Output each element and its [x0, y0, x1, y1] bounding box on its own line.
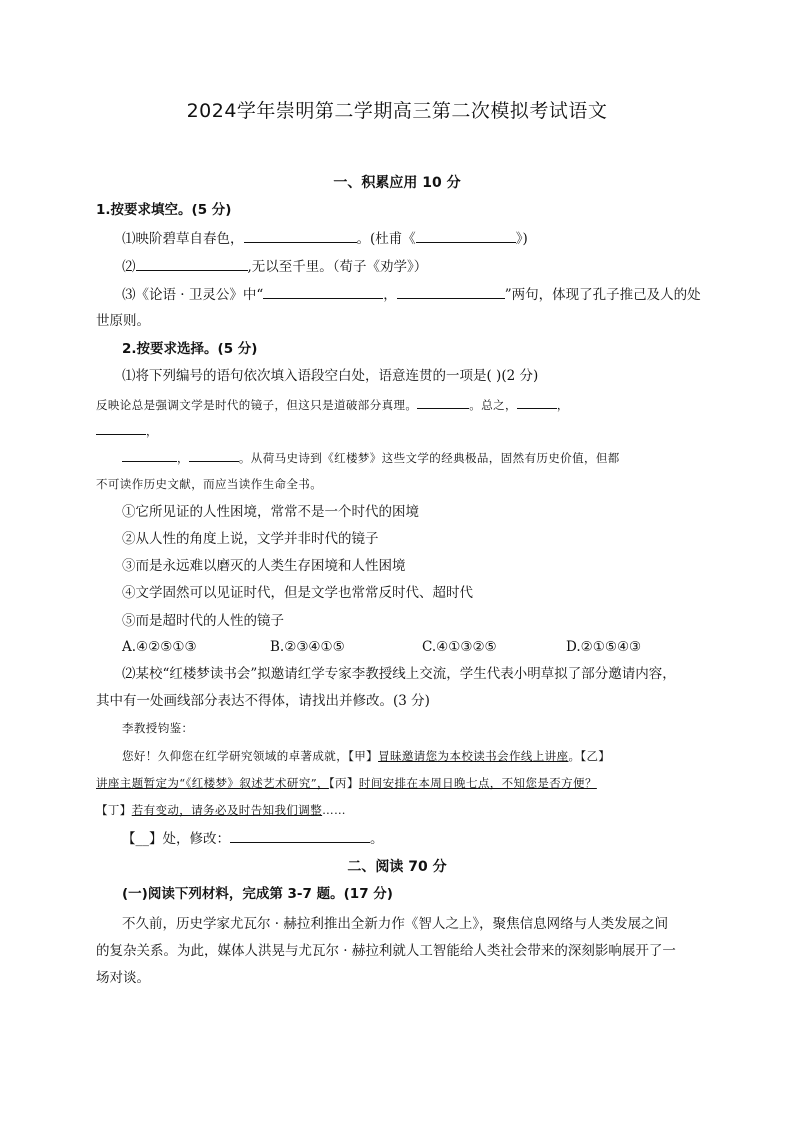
- text: ，: [177, 451, 189, 465]
- text: ，: [146, 424, 158, 438]
- text: 。(杜甫《: [356, 231, 416, 247]
- question-1-line-2: [122, 256, 732, 277]
- text: ⑵: [122, 259, 136, 275]
- passage-line-1b: [96, 420, 706, 441]
- question-2-sub-1: ⑴将下列编号的语句依次填入语段空白处，语意连贯的一项是( )(2 分): [122, 368, 539, 384]
- answer-options: [122, 637, 732, 657]
- underlined-text: 讲座主题暂定为“《红楼梦》叙述艺术研究”，: [96, 776, 329, 790]
- text: ⑶《论语 · 卫灵公》中“: [122, 287, 264, 303]
- fill-blank[interactable]: [96, 420, 146, 435]
- text: 【丙】: [328, 776, 359, 790]
- underlined-text: 冒昧邀请您为本校读书会作线上讲座: [378, 749, 569, 763]
- sentence-item-5: ⑤而是超时代的人性的镜子: [122, 613, 284, 629]
- fill-blank[interactable]: [416, 228, 516, 243]
- text: 【丁】: [96, 803, 132, 817]
- question-2-heading: 2.按要求选择。(5 分): [122, 341, 258, 357]
- section-heading-2: 二、阅读 70 分: [347, 859, 447, 875]
- fill-blank[interactable]: [244, 228, 357, 243]
- text: ，: [556, 398, 569, 412]
- text: ⑴映阶碧草自春色，: [122, 231, 244, 247]
- text: 。总之，: [469, 398, 517, 412]
- underlined-text: 时间安排在本周日晚七点，不知您是否方便？: [358, 776, 597, 790]
- text: 反映论总是强调文学是时代的镜子，但这只是道破部分真理。: [96, 398, 418, 412]
- reading-heading: (一)阅读下列材料，完成第 3-7 题。(17 分): [122, 886, 393, 902]
- letter-greeting: 李教授钧鉴：: [122, 721, 194, 735]
- question-2-sub-2: ⑵某校“红楼梦读书会”拟邀请红学专家李教授线上交流，学生代表小明草拟了部分邀请内容，: [122, 666, 676, 682]
- text: 。【乙】: [568, 749, 611, 763]
- option-d[interactable]: D.②①⑤④③: [566, 639, 642, 655]
- text: ，: [383, 287, 397, 303]
- reading-paragraph-line-2: 的复杂关系。为此，媒体人洪晃与尤瓦尔 · 赫拉利就人工智能给人类社会带来的深刻影响展开了一: [96, 943, 676, 959]
- fill-blank[interactable]: [397, 284, 505, 299]
- fill-blank[interactable]: [517, 394, 557, 409]
- question-1-line-3: [122, 284, 732, 305]
- letter-line-3: [96, 800, 706, 820]
- sentence-item-2: ②从人性的角度上说，文学并非时代的镜子: [122, 531, 379, 547]
- fill-blank[interactable]: [122, 447, 177, 462]
- option-c[interactable]: C.④①③②⑤: [422, 639, 497, 655]
- text: 您好！久仰您在红学研究领域的卓著成就，【甲】: [122, 749, 379, 763]
- question-1-line-1: [122, 228, 732, 249]
- question-1-heading: 1.按要求填空。(5 分): [96, 202, 232, 218]
- question-2-sub-2-cont: 其中有一处画线部分表达不得体，请找出并修改。(3 分): [96, 693, 430, 709]
- reading-paragraph-line-1: 不久前，历史学家尤瓦尔 · 赫拉利推出全新力作《智人之上》，聚焦信息网络与人类发展之间: [122, 916, 669, 932]
- fill-blank[interactable]: [230, 828, 370, 843]
- fill-blank[interactable]: [263, 284, 383, 299]
- section-heading-1: 一、积累应用 10 分: [333, 175, 461, 191]
- letter-line-2: [96, 773, 706, 793]
- text: ,无以至千里。（荀子《劝学》）: [247, 259, 428, 275]
- passage-line-2: [122, 447, 732, 468]
- fill-blank[interactable]: [136, 256, 248, 271]
- option-b[interactable]: B.②③④①⑤: [270, 639, 345, 655]
- underlined-text: 若有变动，请务必及时告知我们调整: [131, 803, 323, 817]
- fill-blank[interactable]: [417, 394, 469, 409]
- text: 。: [370, 831, 384, 847]
- text: 【__】处，修改：: [122, 831, 230, 847]
- passage-line-1: [96, 394, 706, 415]
- page-title: 2024学年崇明第二学期高三第二次模拟考试语文: [186, 100, 608, 122]
- fill-blank[interactable]: [189, 447, 239, 462]
- option-a[interactable]: A.④②⑤①③: [122, 639, 197, 655]
- question-1-line-3-cont: 世原则。: [96, 313, 150, 329]
- letter-line-1: [122, 746, 732, 766]
- passage-line-3: 不可读作历史文献，而应当读作生命全书。: [96, 477, 323, 491]
- sentence-item-3: ③而是永远难以磨灭的人类生存困境和人性困境: [122, 558, 406, 574]
- text: 。从荷马史诗到《红楼梦》这些文学的经典极品，固然有历史价值，但都: [238, 451, 620, 465]
- sentence-item-1: ①它所见证的人性困境，常常不是一个时代的困境: [122, 504, 419, 520]
- reading-paragraph-line-3: 场对谈。: [96, 970, 150, 986]
- sentence-item-4: ④文学固然可以见证时代，但是文学也常常反时代、超时代: [122, 585, 473, 601]
- answer-line: [122, 828, 732, 849]
- text: ……: [322, 803, 346, 817]
- text: 》): [515, 231, 528, 247]
- text: ”两句，体现了孔子推己及人的处: [504, 287, 701, 303]
